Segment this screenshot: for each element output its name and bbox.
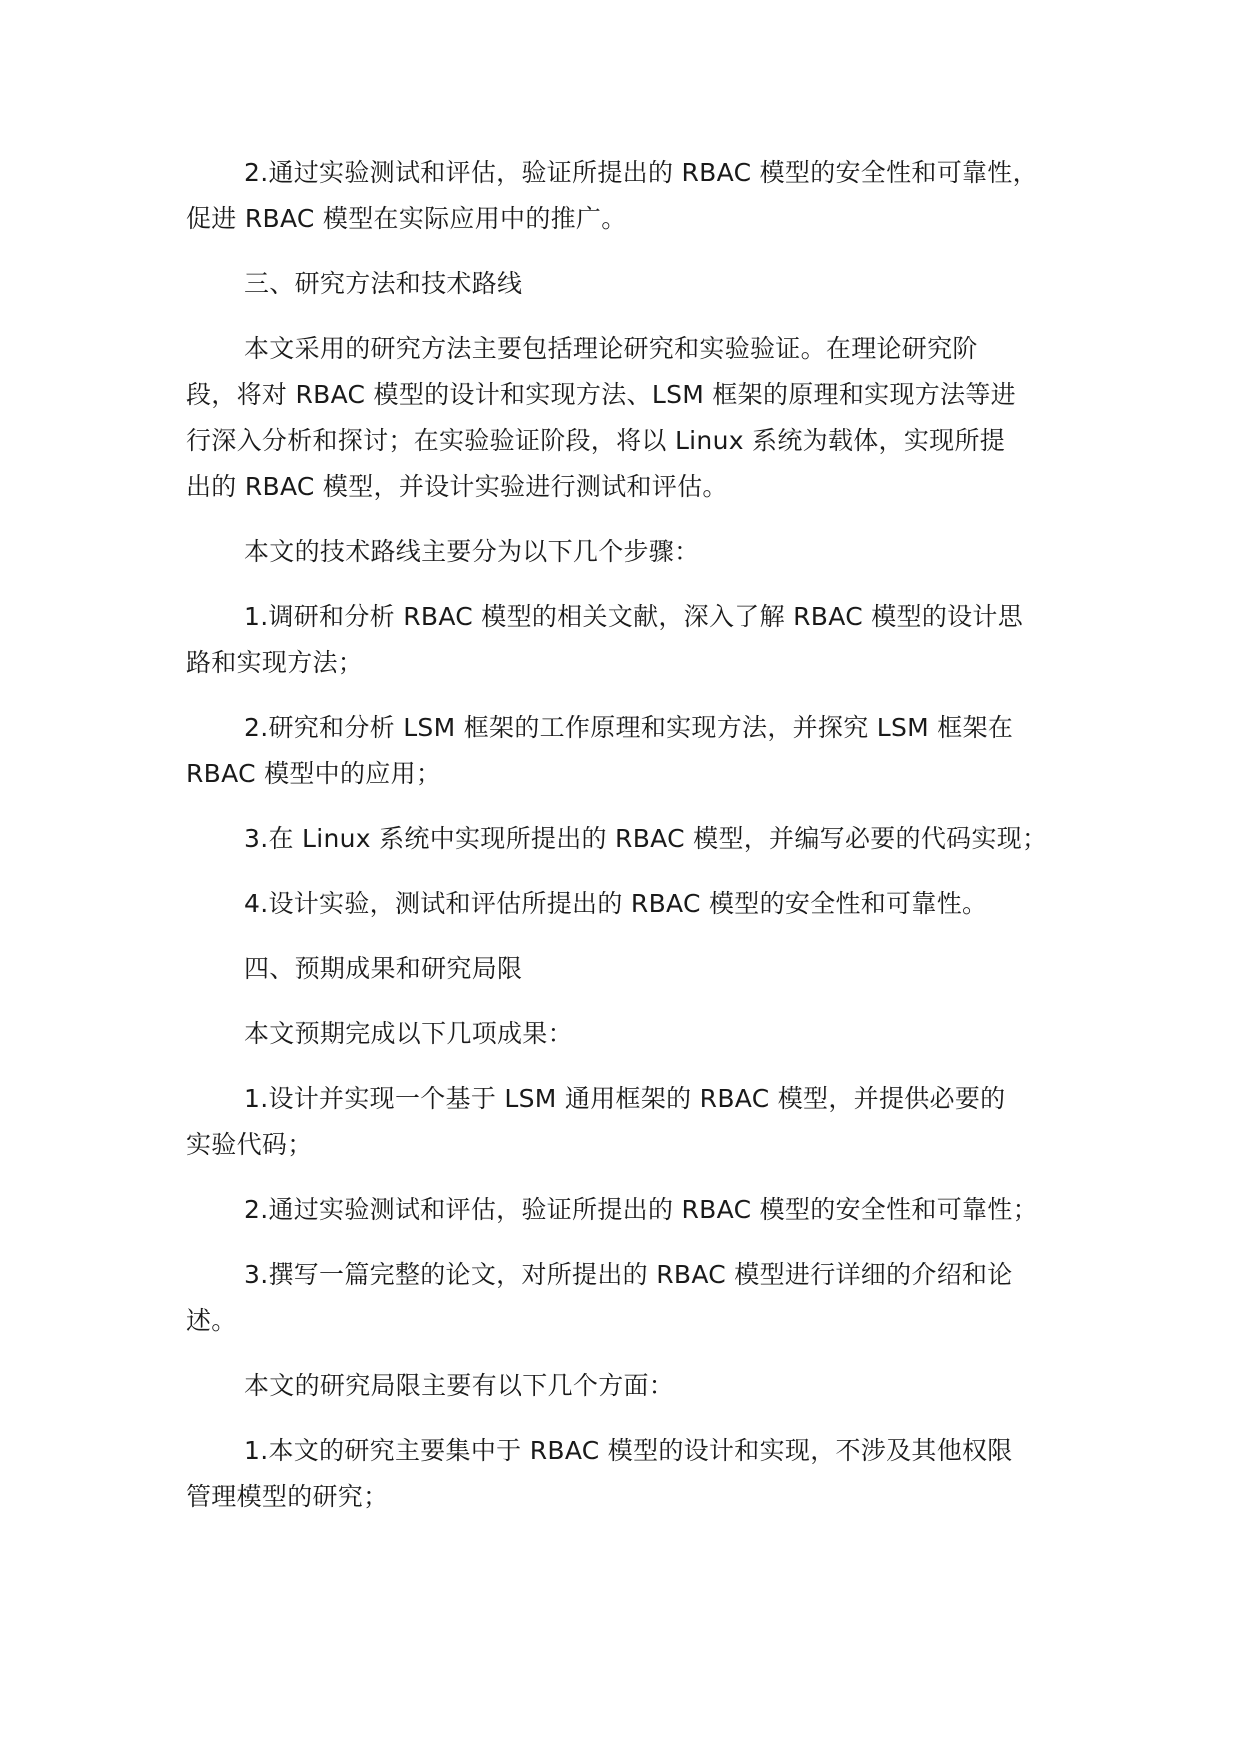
paragraph-outcomes-intro xyxy=(186,1011,1076,1057)
text-line: 4.设计实验，测试和评估所提出的 RBAC 模型的安全性和可靠性。 xyxy=(244,889,988,918)
text-line: 1.调研和分析 RBAC 模型的相关文献，深入了解 RBAC 模型的设计思 xyxy=(244,602,1024,631)
text-line: RBAC 模型中的应用； xyxy=(186,759,442,788)
paragraph-limitations-intro xyxy=(186,1363,1076,1409)
text-line: 段，将对 RBAC 模型的设计和实现方法、LSM 框架的原理和实现方法等进 xyxy=(186,380,1016,409)
text-line: 路和实现方法； xyxy=(186,648,364,677)
text-line: 本文采用的研究方法主要包括理论研究和实验验证。在理论研究阶 xyxy=(244,334,978,363)
text-line: 1.本文的研究主要集中于 RBAC 模型的设计和实现，不涉及其他权限 xyxy=(244,1436,1013,1465)
text-line: 3.撰写一篇完整的论文，对所提出的 RBAC 模型进行详细的介绍和论 xyxy=(244,1260,1013,1289)
paragraph-goal-2 xyxy=(186,150,1076,242)
text-line: 实验代码； xyxy=(186,1130,313,1159)
text-line: 促进 RBAC 模型在实际应用中的推广。 xyxy=(186,204,627,233)
text-line: 管理模型的研究； xyxy=(186,1482,389,1511)
list-item-outcome-2 xyxy=(186,1187,1076,1233)
text-line: 1.设计并实现一个基于 LSM 通用框架的 RBAC 模型，并提供必要的 xyxy=(244,1084,1006,1113)
text-line: 四、预期成果和研究局限 xyxy=(244,954,523,983)
text-line: 2.研究和分析 LSM 框架的工作原理和实现方法，并探究 LSM 框架在 xyxy=(244,713,1014,742)
list-item-step-4 xyxy=(186,881,1076,927)
paragraph-route-intro xyxy=(186,529,1076,575)
paragraph-methods xyxy=(186,326,1076,510)
text-line: 述。 xyxy=(186,1306,237,1335)
text-line: 本文的技术路线主要分为以下几个步骤： xyxy=(244,537,700,566)
text-line: 本文预期完成以下几项成果： xyxy=(244,1019,573,1048)
section-heading-methods xyxy=(186,261,1076,307)
list-item-step-1 xyxy=(186,594,1076,686)
list-item-limitation-1 xyxy=(186,1428,1076,1520)
list-item-outcome-3 xyxy=(186,1252,1076,1344)
text-line: 出的 RBAC 模型，并设计实验进行测试和评估。 xyxy=(186,472,728,501)
text-line: 行深入分析和探讨；在实验验证阶段，将以 Linux 系统为载体，实现所提 xyxy=(186,426,1006,455)
text-line: 本文的研究局限主要有以下几个方面： xyxy=(244,1371,675,1400)
list-item-outcome-1 xyxy=(186,1076,1076,1168)
list-item-step-3 xyxy=(186,816,1076,862)
text-line: 2.通过实验测试和评估，验证所提出的 RBAC 模型的安全性和可靠性； xyxy=(244,1195,1038,1224)
list-item-step-2 xyxy=(186,705,1076,797)
section-heading-outcomes xyxy=(186,946,1076,992)
text-line: 3.在 Linux 系统中实现所提出的 RBAC 模型，并编写必要的代码实现； xyxy=(244,824,1048,853)
text-line: 2.通过实验测试和评估，验证所提出的 RBAC 模型的安全性和可靠性， xyxy=(244,158,1038,187)
text-line: 三、研究方法和技术路线 xyxy=(244,269,523,298)
document-body xyxy=(186,150,1076,1539)
